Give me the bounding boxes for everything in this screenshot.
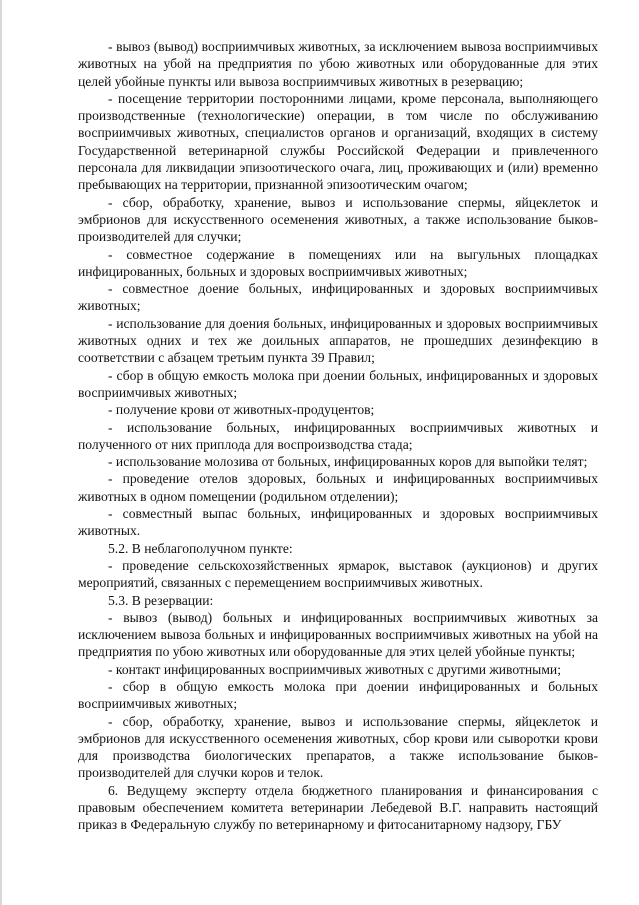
- paragraph-visitors-ban: - посещение территории посторонними лицами, кроме персонала, выполняющего производственные (технологические) операции, в том числе по обслуживанию восприимчивых животных, специалистов органов и организаций, входящих в систему Государственной ветеринарной службы Российской Федерации и привлеченного персонала для ликвидации эпизоотического очага, лиц, проживающих и (или) временно пребывающих на территории, признанной эпизоотическим очагом;: [78, 90, 598, 193]
- paragraph-reservation-export-ban: - вывоз (вывод) больных и инфицированных восприимчивых животных за исключением вывоза больных и инфицированных восприимчивых животных на убой на предприятия по убою животных или оборудованные для этих целей убойные пункты;: [78, 609, 598, 660]
- paragraph-contact-ban: - контакт инфицированных восприимчивых животных с другими животными;: [108, 661, 561, 677]
- document-page: [78, 38, 598, 834]
- scan-left-edge: [0, 0, 2, 905]
- section-5-3-heading: 5.3. В резервации:: [108, 592, 214, 608]
- section-6-paragraph: 6. Ведущему эксперту отдела бюджетного планирования и финансирования с правовым обеспечением комитета ветеринарии Лебедевой В.Г. направить настоящий приказ в Федеральную службу по ветеринарному и фитосанитарному надзору, ГБУ: [78, 782, 598, 833]
- paragraph-reproduction-ban: - использование больных, инфицированных восприимчивых животных и полученного от них приплода для воспроизводства стада;: [78, 419, 598, 452]
- paragraph-milk-collection-ban: - сбор в общую емкость молока при доении больных, инфицированных и здоровых восприимчивых животных;: [78, 367, 598, 400]
- paragraph-semen-ban: - сбор, обработку, хранение, вывоз и использование спермы, яйцеклеток и эмбрионов для искусственного осеменения животных, а также использование быков-производителей для случки;: [78, 194, 598, 245]
- paragraph-calving-ban: - проведение отелов здоровых, больных и инфицированных восприимчивых животных в одном помещении (родильном отделении);: [78, 471, 598, 504]
- paragraph-milking-machines-ban: - использование для доения больных, инфицированных и здоровых восприимчивых животных одних и тех же доильных аппаратов, не прошедших дезинфекцию в соответствии с абзацем третьим пункта 39 Правил;: [78, 315, 598, 366]
- paragraph-joint-keeping-ban: - совместное содержание в помещениях или на выгульных площадках инфицированных, больных и здоровых восприимчивых животных;: [78, 246, 598, 279]
- paragraph-blood-ban: - получение крови от животных-продуцентов;: [108, 402, 375, 418]
- paragraph-reservation-semen-ban: - сбор, обработку, хранение, вывоз и использование спермы, яйцеклеток и эмбрионов для искусственного осеменения животных, сбор крови или сыворотки крови для производства биологических препаратов, а также использование быков-производителей для случки коров и телок.: [78, 713, 598, 781]
- section-5-2-heading: 5.2. В неблагополучном пункте:: [108, 540, 293, 556]
- paragraph-reservation-milk-ban: - сбор в общую емкость молока при доении инфицированных и больных восприимчивых животных;: [78, 678, 598, 712]
- paragraph-joint-milking-ban: - совместное доение больных, инфицированных и здоровых восприимчивых животных;: [78, 281, 598, 314]
- paragraph-colostrum-ban: - использование молозива от больных, инфицированных коров для выпойки телят;: [108, 454, 588, 470]
- paragraph-grazing-ban: - совместный выпас больных, инфицированных и здоровых восприимчивых животных.: [78, 506, 598, 539]
- paragraph-export-ban: - вывоз (вывод) восприимчивых животных, за исключением вывоза восприимчивых животных на убой на предприятия по убою животных или оборудованные для этих целей убойные пункты или вывоза восприимчивых животных в резервацию;: [78, 39, 598, 89]
- paragraph-fairs-ban: - проведение сельскохозяйственных ярмарок, выставок (аукционов) и других мероприятий, связанных с перемещением восприимчивых животных.: [78, 557, 598, 591]
